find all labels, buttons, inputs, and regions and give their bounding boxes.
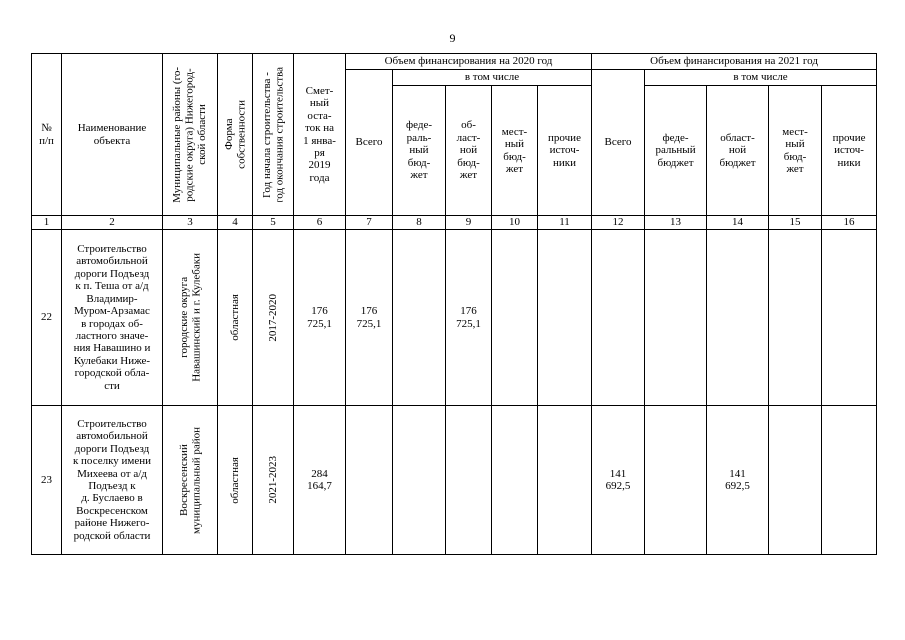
column-number: 16 bbox=[822, 216, 877, 230]
header-estimate: Смет- ный оста- ток на 1 янва- ря 2019 года bbox=[294, 54, 346, 216]
header-including-2021: в том числе bbox=[645, 70, 877, 86]
header-municipal: Муниципальные районы (го- родские округа) Нижегород- ской области bbox=[171, 66, 209, 203]
column-number: 6 bbox=[294, 216, 346, 230]
page-number: 9 bbox=[449, 31, 456, 45]
column-number: 7 bbox=[346, 216, 393, 230]
column-number: 12 bbox=[592, 216, 645, 230]
other-2021 bbox=[822, 406, 877, 555]
other-2020 bbox=[538, 406, 592, 555]
header-ownership-cell bbox=[218, 54, 253, 216]
header-years-cell bbox=[253, 54, 294, 216]
column-number: 15 bbox=[769, 216, 822, 230]
ownership-form: областная bbox=[228, 456, 241, 504]
municipal-district: городские округа Навашинский и г. Кулебаки bbox=[177, 253, 202, 382]
header-fin-2021: Объем финансирования на 2021 год bbox=[592, 54, 877, 70]
table-row bbox=[32, 230, 877, 406]
column-number: 13 bbox=[645, 216, 707, 230]
column-number: 14 bbox=[707, 216, 769, 230]
header-local-2020: мест- ный бюд- жет bbox=[492, 86, 538, 216]
column-number: 8 bbox=[393, 216, 446, 230]
column-number: 10 bbox=[492, 216, 538, 230]
other-2020 bbox=[538, 230, 592, 406]
federal-2021 bbox=[645, 230, 707, 406]
total-2021: 141 692,5 bbox=[592, 406, 645, 555]
local-2020 bbox=[492, 230, 538, 406]
header-row-1 bbox=[32, 54, 877, 70]
table-row bbox=[32, 406, 877, 555]
header-fed-2020: феде- раль- ный бюд- жет bbox=[393, 86, 446, 216]
column-number: 3 bbox=[163, 216, 218, 230]
construction-years: 2021-2023 bbox=[266, 456, 279, 504]
total-2021 bbox=[592, 230, 645, 406]
construction-years: 2017-2020 bbox=[266, 293, 279, 342]
column-number: 9 bbox=[446, 216, 492, 230]
header-other-2020: прочие источ- ники bbox=[538, 86, 592, 216]
local-2021 bbox=[769, 406, 822, 555]
header-name: Наименование объекта bbox=[62, 54, 163, 216]
header-num: № п/п bbox=[32, 54, 62, 216]
object-name: Строительство автомобильной дороги Подъезд к поселку имени Михеева от а/д Подъезд к д. Буслаево в Воскресенском районе Нижего- родской области bbox=[62, 406, 163, 555]
column-number-row bbox=[32, 216, 877, 230]
column-number: 11 bbox=[538, 216, 592, 230]
estimate-balance: 176 725,1 bbox=[294, 230, 346, 406]
header-local-2021: мест- ный бюд- жет bbox=[769, 86, 822, 216]
local-2020 bbox=[492, 406, 538, 555]
federal-2021 bbox=[645, 406, 707, 555]
header-total-2021: Всего bbox=[592, 70, 645, 216]
regional-2021 bbox=[707, 230, 769, 406]
row-num: 23 bbox=[32, 406, 62, 555]
local-2021 bbox=[769, 230, 822, 406]
ownership-cell bbox=[218, 406, 253, 555]
years-cell bbox=[253, 406, 294, 555]
municipal-district: Воскресенский муниципальный район bbox=[177, 426, 202, 534]
federal-2020 bbox=[393, 230, 446, 406]
header-total-2020: Всего bbox=[346, 70, 393, 216]
header-years: Год начала строительства - год окончания строительства bbox=[260, 66, 285, 203]
header-fin-2020: Объем финансирования на 2020 год bbox=[346, 54, 592, 70]
column-number: 2 bbox=[62, 216, 163, 230]
header-obl-2021: област- ной бюджет bbox=[707, 86, 769, 216]
ownership-form: областная bbox=[228, 294, 241, 341]
federal-2020 bbox=[393, 406, 446, 555]
header-ownership: Форма собственности bbox=[222, 100, 247, 169]
header-fed-2021: феде- ральный бюджет bbox=[645, 86, 707, 216]
object-name: Строительство автомобильной дороги Подъезд к п. Теша от а/д Владимир- Муром-Арзамас в городах об- ластного значе- ния Навашино и Кулебаки Ниже- городской обла- сти bbox=[62, 230, 163, 406]
total-2020 bbox=[346, 406, 393, 555]
header-municipal-cell bbox=[163, 54, 218, 216]
municipal-cell bbox=[163, 406, 218, 555]
years-cell bbox=[253, 230, 294, 406]
ownership-cell bbox=[218, 230, 253, 406]
estimate-balance: 284 164,7 bbox=[294, 406, 346, 555]
column-number: 1 bbox=[32, 216, 62, 230]
row-num: 22 bbox=[32, 230, 62, 406]
header-other-2021: прочие источ- ники bbox=[822, 86, 877, 216]
total-2020: 176 725,1 bbox=[346, 230, 393, 406]
financing-table bbox=[31, 53, 877, 555]
column-number: 4 bbox=[218, 216, 253, 230]
municipal-cell bbox=[163, 230, 218, 406]
regional-2020 bbox=[446, 406, 492, 555]
header-obl-2020: об- ласт- ной бюд- жет bbox=[446, 86, 492, 216]
regional-2021: 141 692,5 bbox=[707, 406, 769, 555]
other-2021 bbox=[822, 230, 877, 406]
regional-2020: 176 725,1 bbox=[446, 230, 492, 406]
header-including-2020: в том числе bbox=[393, 70, 592, 86]
column-number: 5 bbox=[253, 216, 294, 230]
